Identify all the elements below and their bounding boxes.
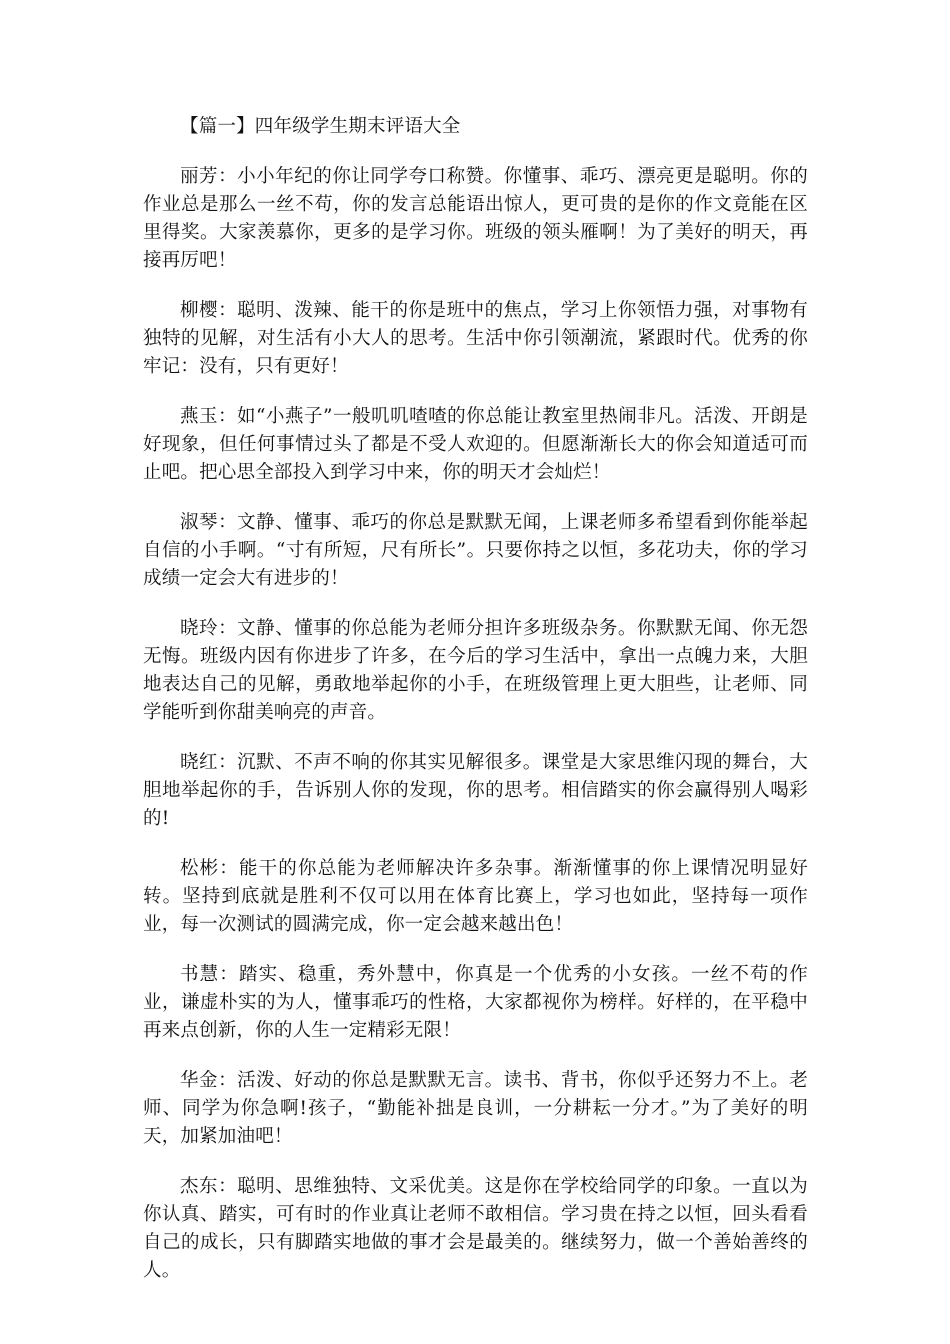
- comment-paragraph-jiedong: 杰东：聪明、思维独特、文采优美。这是你在学校给同学的印象。一直以为你认真、踏实，可有时的作业真让老师不敢相信。学习贵在持之以恒，回头看看自己的成长，只有脚踏实地做的事才会是最美的。继续努力，做一个善始善终的人。: [143, 1176, 808, 1281]
- comment-paragraph-songbin: 松彬：能干的你总能为老师解决许多杂事。渐渐懂事的你上课情况明显好转。坚持到底就是胜利不仅可以用在体育比赛上，学习也如此，坚持每一项作业，每一次测试的圆满完成，你一定会越来越出色！: [143, 858, 808, 935]
- comment-paragraph-xiaoling: 晓玲：文静、懂事的你总能为老师分担许多班级杂务。你默默无闻、你无怨无悔。班级内因有你进步了许多，在今后的学习生活中，拿出一点魄力来，大胆地表达自己的见解，勇敢地举起你的小手，在班级管理上更大胆些，让老师、同学能听到你甜美响亮的声音。: [143, 618, 808, 723]
- comment-paragraph-yanyu: 燕玉：如“小燕子”一般叽叽喳喳的你总能让教室里热闹非凡。活泼、开朗是好现象，但任何事情过头了都是不受人欢迎的。但愿渐渐长大的你会知道适可而止吧。把心思全部投入到学习中来，你的明天才会灿烂！: [143, 406, 808, 483]
- comment-paragraph-shuqin: 淑琴：文静、懂事、乖巧的你总是默默无闻，上课老师多希望看到你能举起自信的小手啊。“寸有所短，尺有所长”。只要你持之以恒，多花功夫，你的学习成绩一定会大有进步的！: [143, 512, 808, 589]
- comment-paragraph-xiaohong: 晓红：沉默、不声不响的你其实见解很多。课堂是大家思维闪现的舞台，大胆地举起你的手，告诉别人你的发现，你的思考。相信踏实的你会赢得别人喝彩的!: [143, 752, 808, 829]
- document-title: 【篇一】四年级学生期末评语大全: [180, 116, 461, 137]
- document-body: [143, 113, 808, 1307]
- comment-paragraph-huajin: 华金：活泼、好动的你总是默默无言。读书、背书，你似乎还努力不上。老师、同学为你急啊!孩子，“勤能补拙是良训，一分耕耘一分才。”为了美好的明天，加紧加油吧！: [143, 1070, 808, 1147]
- comment-paragraph-shuhui: 书慧：踏实、稳重，秀外慧中，你真是一个优秀的小女孩。一丝不苟的作业，谦虚朴实的为人，懂事乖巧的性格，大家都视你为榜样。好样的，在平稳中再来点创新，你的人生一定精彩无限！: [143, 964, 808, 1041]
- comment-paragraph-liuying: 柳樱：聪明、泼辣、能干的你是班中的焦点，学习上你领悟力强，对事物有独特的见解，对生活有小大人的思考。生活中你引领潮流，紧跟时代。优秀的你牢记：没有，只有更好！: [143, 300, 808, 377]
- comment-paragraph-lifang: 丽芳：小小年纪的你让同学夸口称赞。你懂事、乖巧、漂亮更是聪明。你的作业总是那么一丝不苟，你的发言总能语出惊人，更可贵的是你的作文竟能在区里得奖。大家羡慕你，更多的是学习你。班级的领头雁啊！为了美好的明天，再接再厉吧！: [143, 166, 808, 271]
